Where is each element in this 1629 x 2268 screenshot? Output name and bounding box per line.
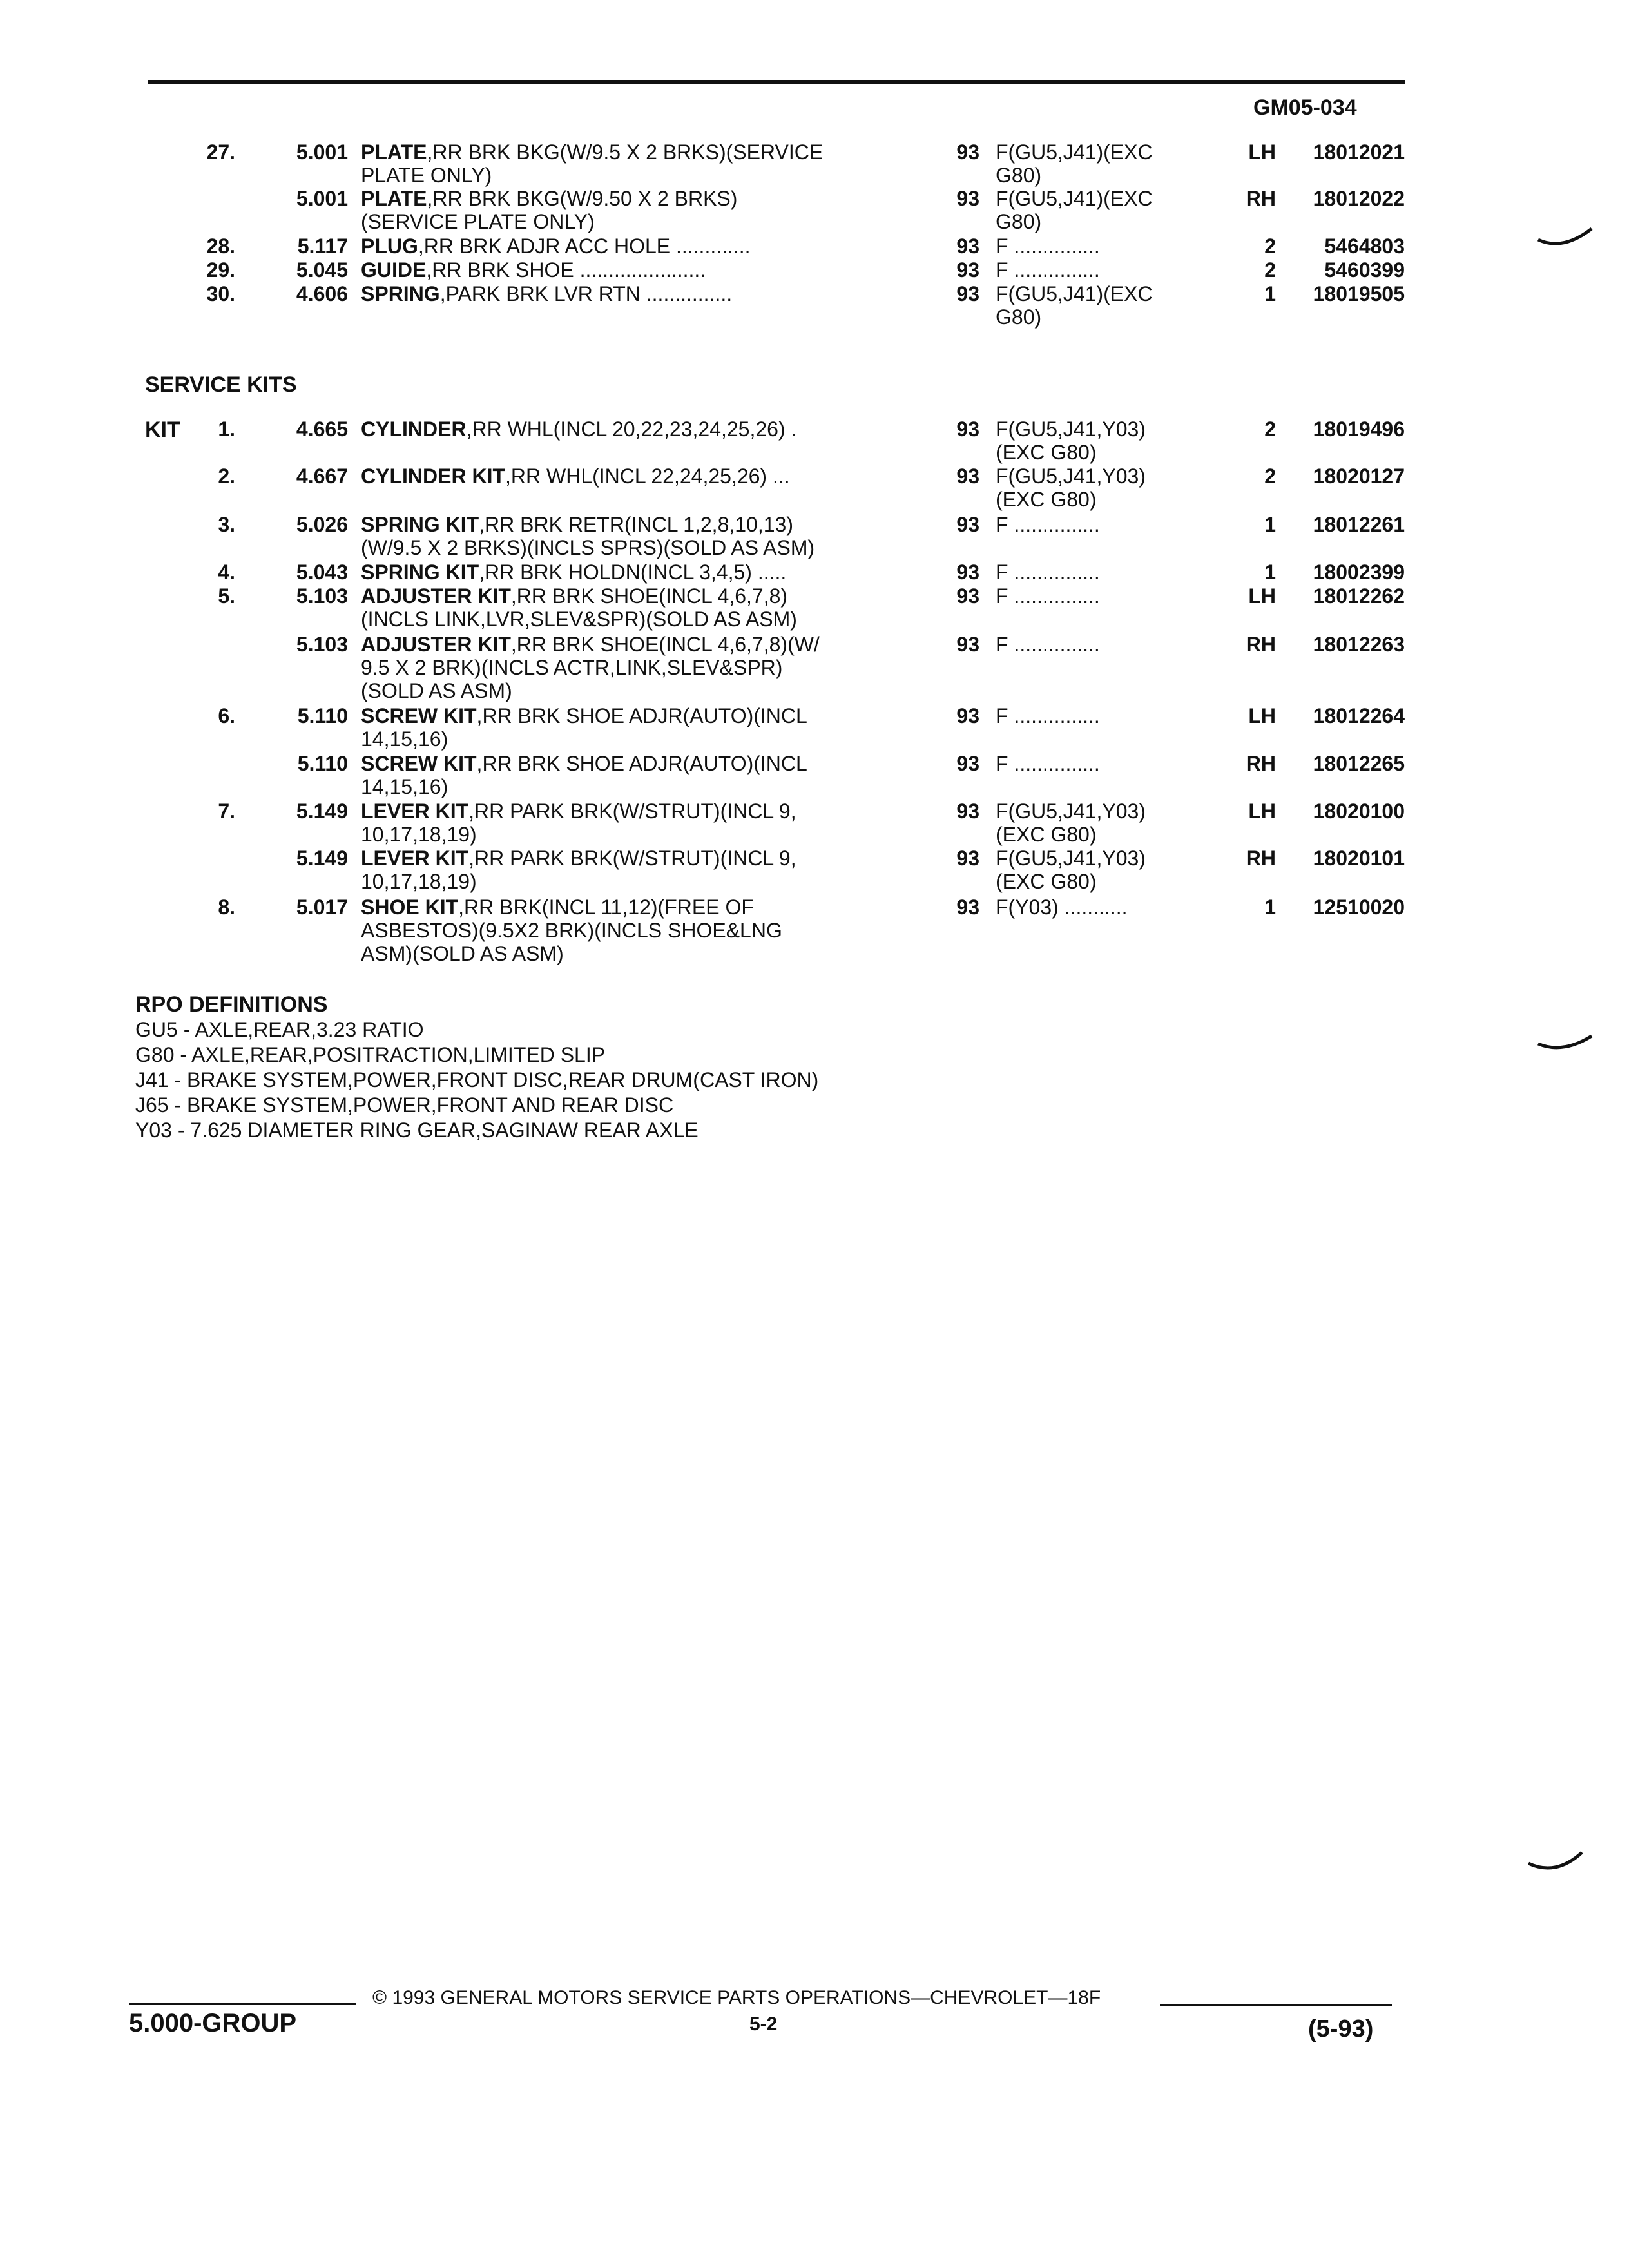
description-line: (W/9.5 X 2 BRKS)(INCLS SPRS)(SOLD AS ASM) — [361, 536, 815, 559]
application — [996, 513, 1215, 536]
quantity: LH — [1248, 704, 1276, 727]
part-description — [361, 633, 915, 702]
application-line: F(Y03) ........... — [996, 896, 1128, 919]
description-line — [361, 282, 915, 305]
description-text: ,RR BRK SHOE ADJR(AUTO)(INCL — [476, 752, 807, 775]
quantity: 1 — [1264, 282, 1276, 305]
application — [996, 561, 1215, 584]
part-name: LEVER KIT — [361, 800, 469, 823]
group-number: 5.001 — [296, 187, 348, 210]
rpo-title: RPO DEFINITIONS — [135, 992, 328, 1017]
application-line: F(GU5,J41,Y03) — [996, 465, 1146, 488]
part-description — [361, 847, 915, 893]
description-text: ,RR WHL(INCL 20,22,23,24,25,26) . — [466, 418, 797, 441]
rpo-line: G80 - AXLE,REAR,POSITRACTION,LIMITED SLIP — [135, 1043, 606, 1066]
group-number: 4.606 — [296, 282, 348, 305]
part-name: PLATE — [361, 140, 427, 164]
application — [996, 584, 1215, 608]
application-line: F ............... — [996, 584, 1100, 608]
part-name: SPRING — [361, 282, 440, 305]
part-number: 18012265 — [1313, 752, 1405, 775]
quantity: RH — [1246, 847, 1276, 870]
part-name: GUIDE — [361, 258, 427, 282]
rpo-definitions — [135, 992, 818, 1143]
application-line: F(GU5,J41)(EXC — [996, 187, 1153, 210]
item-number: 2. — [218, 465, 235, 488]
item-number: 3. — [218, 513, 235, 536]
item-number: 27. — [206, 140, 235, 164]
item-number: 7. — [218, 800, 235, 823]
quantity: 1 — [1264, 896, 1276, 919]
kit-prefix: KIT — [145, 418, 180, 442]
service-kits-heading: SERVICE KITS — [145, 372, 297, 397]
application — [996, 258, 1215, 282]
application-line: G80) — [996, 210, 1042, 233]
item-number: 8. — [218, 896, 235, 919]
model-year: 93 — [956, 282, 979, 305]
part-number: 18012022 — [1313, 187, 1405, 210]
item-number: 30. — [206, 282, 235, 305]
description-line: 14,15,16) — [361, 775, 448, 798]
application — [996, 633, 1215, 656]
part-number: 18012262 — [1313, 584, 1405, 608]
group-number: 5.045 — [296, 258, 348, 282]
part-name: ADJUSTER KIT — [361, 633, 511, 656]
part-name: CYLINDER — [361, 418, 467, 441]
application-line: F ............... — [996, 513, 1100, 536]
part-description — [361, 752, 915, 798]
application — [996, 465, 1215, 511]
description-line — [361, 704, 915, 727]
description-line: (SERVICE PLATE ONLY) — [361, 210, 595, 233]
model-year: 93 — [956, 418, 979, 441]
footer-rule-left — [129, 2003, 356, 2005]
rpo-line: J41 - BRAKE SYSTEM,POWER,FRONT DISC,REAR DRUM(CAST IRON) — [135, 1068, 819, 1091]
application-line: F ............... — [996, 752, 1100, 775]
model-year: 93 — [956, 140, 979, 164]
quantity: 2 — [1264, 465, 1276, 488]
part-name: SHOE KIT — [361, 896, 459, 919]
quantity: 1 — [1264, 561, 1276, 584]
description-text: ,RR WHL(INCL 22,24,25,26) ... — [505, 465, 790, 488]
model-year: 93 — [956, 896, 979, 919]
application — [996, 235, 1215, 258]
description-text: ,RR BRK BKG(W/9.5 X 2 BRKS)(SERVICE — [427, 140, 824, 164]
description-text: ,RR BRK HOLDN(INCL 3,4,5) ..... — [479, 561, 787, 584]
group-number: 5.001 — [296, 140, 348, 164]
description-line — [361, 633, 915, 656]
description-line: 10,17,18,19) — [361, 870, 477, 893]
part-description — [361, 513, 915, 559]
description-text: ,RR BRK SHOE ...................... — [426, 258, 706, 282]
part-description — [361, 465, 915, 488]
description-line — [361, 896, 915, 919]
part-description — [361, 140, 915, 187]
part-number: 18019496 — [1313, 418, 1405, 441]
model-year: 93 — [956, 704, 979, 727]
application — [996, 704, 1215, 727]
application — [996, 752, 1215, 775]
description-text: ,RR PARK BRK(W/STRUT)(INCL 9, — [468, 847, 796, 870]
part-name: LEVER KIT — [361, 847, 469, 870]
application — [996, 896, 1215, 919]
application-line: (EXC G80) — [996, 823, 1097, 846]
binder-mark-icon — [1527, 1849, 1585, 1878]
description-text: ,RR BRK BKG(W/9.50 X 2 BRKS) — [427, 187, 738, 210]
description-text: ,RR BRK ADJR ACC HOLE ............. — [418, 235, 751, 258]
description-line — [361, 465, 915, 488]
part-description — [361, 561, 915, 584]
application-line: F ............... — [996, 258, 1100, 282]
model-year: 93 — [956, 847, 979, 870]
description-line — [361, 847, 915, 870]
quantity: 2 — [1264, 258, 1276, 282]
application-line: (EXC G80) — [996, 488, 1097, 511]
part-number: 5464803 — [1324, 235, 1405, 258]
part-name: CYLINDER KIT — [361, 465, 505, 488]
item-number: 28. — [206, 235, 235, 258]
application-line: F ............... — [996, 235, 1100, 258]
part-description — [361, 258, 915, 282]
application-line: F ............... — [996, 561, 1100, 584]
group-number: 4.665 — [296, 418, 348, 441]
part-number: 18019505 — [1313, 282, 1405, 305]
application-line: (EXC G80) — [996, 441, 1097, 464]
description-line — [361, 235, 915, 258]
quantity: 1 — [1264, 513, 1276, 536]
description-text: ,RR BRK RETR(INCL 1,2,8,10,13) — [479, 513, 793, 536]
description-line: 14,15,16) — [361, 727, 448, 751]
application-line: F ............... — [996, 633, 1100, 656]
part-description — [361, 282, 915, 305]
part-number: 18020101 — [1313, 847, 1405, 870]
group-number: 5.117 — [297, 235, 348, 258]
application — [996, 800, 1215, 846]
group-number: 5.149 — [296, 800, 348, 823]
description-text: ,RR BRK SHOE(INCL 4,6,7,8) — [510, 584, 788, 608]
group-number: 4.667 — [296, 465, 348, 488]
model-year: 93 — [956, 800, 979, 823]
model-year: 93 — [956, 561, 979, 584]
part-number: 18012021 — [1313, 140, 1405, 164]
application-line: F(GU5,J41)(EXC — [996, 282, 1153, 305]
item-number: 1. — [218, 418, 235, 441]
model-year: 93 — [956, 752, 979, 775]
description-line — [361, 187, 915, 210]
item-number: 4. — [218, 561, 235, 584]
part-name: SPRING KIT — [361, 561, 479, 584]
description-text: ,RR PARK BRK(W/STRUT)(INCL 9, — [468, 800, 796, 823]
part-description — [361, 704, 915, 751]
description-text: ,PARK BRK LVR RTN ............... — [439, 282, 733, 305]
model-year: 93 — [956, 584, 979, 608]
description-line — [361, 800, 915, 823]
item-number: 29. — [206, 258, 235, 282]
top-rule — [148, 80, 1405, 84]
application — [996, 282, 1215, 329]
footer-rule-right — [1160, 2004, 1392, 2006]
description-text: ,RR BRK(INCL 11,12)(FREE OF — [458, 896, 754, 919]
description-line — [361, 584, 915, 608]
application-line: F ............... — [996, 704, 1100, 727]
part-number: 18012264 — [1313, 704, 1405, 727]
description-line: ASBESTOS)(9.5X2 BRK)(INCLS SHOE&LNG — [361, 919, 782, 942]
application-line: F(GU5,J41,Y03) — [996, 847, 1146, 870]
application-line: F(GU5,J41)(EXC — [996, 140, 1153, 164]
model-year: 93 — [956, 187, 979, 210]
item-number: 5. — [218, 584, 235, 608]
quantity: RH — [1246, 633, 1276, 656]
description-line: 9.5 X 2 BRK)(INCLS ACTR,LINK,SLEV&SPR) — [361, 656, 783, 679]
quantity: RH — [1246, 187, 1276, 210]
application — [996, 140, 1215, 187]
quantity: 2 — [1264, 235, 1276, 258]
item-number: 6. — [218, 704, 235, 727]
quantity: RH — [1246, 752, 1276, 775]
description-line: ASM)(SOLD AS ASM) — [361, 942, 564, 965]
footer-date: (5-93) — [1308, 2015, 1374, 2042]
group-number: 5.110 — [297, 752, 348, 775]
description-text: ,RR BRK SHOE ADJR(AUTO)(INCL — [476, 704, 807, 727]
application-line: F(GU5,J41,Y03) — [996, 418, 1146, 441]
model-year: 93 — [956, 465, 979, 488]
description-line: 10,17,18,19) — [361, 823, 477, 846]
part-name: SPRING KIT — [361, 513, 479, 536]
group-number: 5.103 — [296, 633, 348, 656]
model-year: 93 — [956, 235, 979, 258]
description-text: ,RR BRK SHOE(INCL 4,6,7,8)(W/ — [510, 633, 820, 656]
doc-id: GM05-034 — [1253, 95, 1357, 120]
application-line: G80) — [996, 164, 1042, 187]
part-description — [361, 584, 915, 631]
part-number: 12510020 — [1313, 896, 1405, 919]
part-name: SCREW KIT — [361, 704, 477, 727]
part-description — [361, 187, 915, 233]
binder-mark-icon — [1537, 1031, 1595, 1057]
group-number: 5.017 — [296, 896, 348, 919]
rpo-line: Y03 - 7.625 DIAMETER RING GEAR,SAGINAW REAR AXLE — [135, 1119, 699, 1142]
part-number: 18012261 — [1313, 513, 1405, 536]
part-name: ADJUSTER KIT — [361, 584, 511, 608]
application-line: G80) — [996, 305, 1042, 329]
application — [996, 418, 1215, 464]
description-line — [361, 140, 915, 164]
part-number: 18020127 — [1313, 465, 1405, 488]
part-number: 18020100 — [1313, 800, 1405, 823]
rpo-line: J65 - BRAKE SYSTEM,POWER,FRONT AND REAR DISC — [135, 1093, 674, 1117]
footer-copyright: © 1993 GENERAL MOTORS SERVICE PARTS OPERATIONS—CHEVROLET—18F — [372, 1987, 1101, 2008]
part-description — [361, 896, 915, 965]
description-line: (SOLD AS ASM) — [361, 679, 512, 702]
group-number: 5.043 — [296, 561, 348, 584]
group-number: 5.026 — [296, 513, 348, 536]
part-description — [361, 418, 915, 441]
group-number: 5.103 — [296, 584, 348, 608]
part-name: PLUG — [361, 235, 418, 258]
description-line — [361, 561, 915, 584]
part-number: 5460399 — [1324, 258, 1405, 282]
footer-page-number: 5-2 — [749, 2013, 778, 2035]
quantity: LH — [1248, 140, 1276, 164]
part-name: PLATE — [361, 187, 427, 210]
group-number: 5.149 — [296, 847, 348, 870]
description-line — [361, 513, 915, 536]
part-description — [361, 800, 915, 846]
rpo-line: GU5 - AXLE,REAR,3.23 RATIO — [135, 1018, 424, 1041]
part-description — [361, 235, 915, 258]
binder-mark-icon — [1537, 226, 1595, 251]
part-name: SCREW KIT — [361, 752, 477, 775]
model-year: 93 — [956, 258, 979, 282]
application-line: (EXC G80) — [996, 870, 1097, 893]
model-year: 93 — [956, 633, 979, 656]
footer-group: 5.000-GROUP — [129, 2009, 297, 2037]
model-year: 93 — [956, 513, 979, 536]
part-number: 18012263 — [1313, 633, 1405, 656]
description-line — [361, 752, 915, 775]
description-line — [361, 258, 915, 282]
part-number: 18002399 — [1313, 561, 1405, 584]
group-number: 5.110 — [297, 704, 348, 727]
description-line: PLATE ONLY) — [361, 164, 492, 187]
quantity: LH — [1248, 584, 1276, 608]
application-line: F(GU5,J41,Y03) — [996, 800, 1146, 823]
application — [996, 847, 1215, 893]
quantity: LH — [1248, 800, 1276, 823]
description-line: (INCLS LINK,LVR,SLEV&SPR)(SOLD AS ASM) — [361, 608, 797, 631]
description-line — [361, 418, 915, 441]
quantity: 2 — [1264, 418, 1276, 441]
application — [996, 187, 1215, 233]
